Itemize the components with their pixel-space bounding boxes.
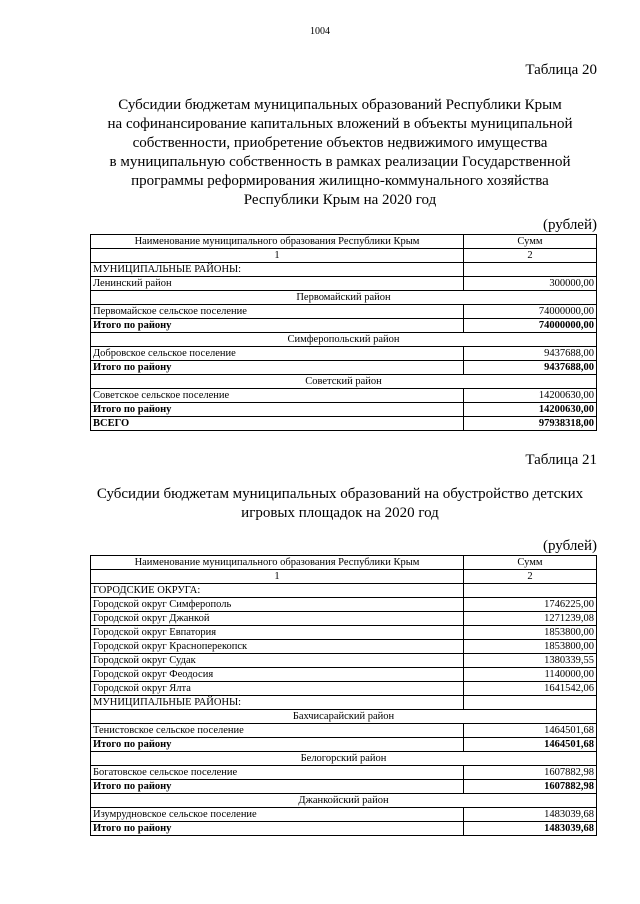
header-col-sum: Сумм — [464, 556, 597, 570]
column-number: 1 — [91, 249, 464, 263]
row-value: 300000,00 — [464, 277, 597, 291]
row-name: МУНИЦИПАЛЬНЫЕ РАЙОНЫ: — [91, 263, 464, 277]
table-row — [91, 626, 597, 640]
header-row — [91, 235, 597, 249]
row-value — [464, 584, 597, 598]
table-row — [91, 808, 597, 822]
header-col-name: Наименование муниципального образования Республики Крым — [91, 556, 464, 570]
table-20-caption — [80, 96, 600, 210]
row-value: 1464501,68 — [464, 724, 597, 738]
column-number: 2 — [464, 249, 597, 263]
row-name: Городской округ Джанкой — [91, 612, 464, 626]
table-row — [91, 668, 597, 682]
row-value: 9437688,00 — [464, 361, 597, 375]
table-21-body — [91, 556, 597, 836]
total-row — [91, 403, 597, 417]
table-row — [91, 347, 597, 361]
row-value: 74000000,00 — [464, 305, 597, 319]
district-name: Белогорский район — [91, 752, 597, 766]
row-value: 1140000,00 — [464, 668, 597, 682]
caption-line: игровых площадок на 2020 год — [241, 505, 439, 521]
district-name: Бахчисарайский район — [91, 710, 597, 724]
row-name: Первомайское сельское поселение — [91, 305, 464, 319]
header-row — [91, 556, 597, 570]
table-row — [91, 682, 597, 696]
district-row — [91, 794, 597, 808]
table-row — [91, 612, 597, 626]
row-name: Добровское сельское поселение — [91, 347, 464, 361]
row-name: Городской округ Ялта — [91, 682, 464, 696]
row-value — [464, 263, 597, 277]
table-row — [91, 640, 597, 654]
total-row — [91, 417, 597, 431]
row-name: Итого по району — [91, 403, 464, 417]
table-row — [91, 389, 597, 403]
column-number-row — [91, 249, 597, 263]
row-name: Городской округ Симферополь — [91, 598, 464, 612]
row-value — [464, 696, 597, 710]
row-name: ГОРОДСКИЕ ОКРУГА: — [91, 584, 464, 598]
caption-line: Субсидии бюджетам муниципальных образований на обустройство детских — [96, 486, 584, 502]
row-value: 1607882,98 — [464, 780, 597, 794]
table-20-unit: (рублей) — [542, 217, 597, 233]
row-name: Богатовское сельское поселение — [91, 766, 464, 780]
caption-line: Субсидии бюджетам муниципальных образований Республики Крым — [118, 97, 562, 113]
row-name: Итого по району — [91, 822, 464, 836]
section-row — [91, 263, 597, 277]
row-name: Итого по району — [91, 319, 464, 333]
row-value: 14200630,00 — [464, 389, 597, 403]
caption-line: в муниципальную собственность в рамках реализации Государственной — [109, 154, 571, 170]
row-value: 97938318,00 — [464, 417, 597, 431]
row-name: Итого по району — [91, 361, 464, 375]
table-row — [91, 724, 597, 738]
table-20-body — [91, 235, 597, 431]
district-row — [91, 333, 597, 347]
district-row — [91, 752, 597, 766]
table-row — [91, 277, 597, 291]
table-20 — [90, 234, 597, 431]
column-number-row — [91, 570, 597, 584]
header-col-sum: Сумм — [464, 235, 597, 249]
total-row — [91, 319, 597, 333]
total-row — [91, 822, 597, 836]
total-row — [91, 361, 597, 375]
district-row — [91, 375, 597, 389]
row-value: 1464501,68 — [464, 738, 597, 752]
row-value: 14200630,00 — [464, 403, 597, 417]
table-row — [91, 598, 597, 612]
table-21-caption — [80, 485, 600, 523]
district-name: Джанкойский район — [91, 794, 597, 808]
row-name: Тенистовское сельское поселение — [91, 724, 464, 738]
column-number: 2 — [464, 570, 597, 584]
row-value: 1483039,68 — [464, 822, 597, 836]
total-row — [91, 738, 597, 752]
row-name: Итого по району — [91, 738, 464, 752]
table-21 — [90, 555, 597, 836]
row-value: 1746225,00 — [464, 598, 597, 612]
row-name: Городской округ Феодосия — [91, 668, 464, 682]
column-number: 1 — [91, 570, 464, 584]
caption-line: собственности, приобретение объектов недвижимого имущества — [132, 135, 548, 151]
total-row — [91, 780, 597, 794]
row-value: 1380339,55 — [464, 654, 597, 668]
row-value: 1483039,68 — [464, 808, 597, 822]
row-name: МУНИЦИПАЛЬНЫЕ РАЙОНЫ: — [91, 696, 464, 710]
district-name: Симферопольский район — [91, 333, 597, 347]
caption-line: программы реформирования жилищно-коммунального хозяйства — [131, 173, 549, 189]
row-name: Изумрудновское сельское поселение — [91, 808, 464, 822]
table-20-label: Таблица 20 — [525, 62, 597, 78]
section-row — [91, 584, 597, 598]
row-value: 1853800,00 — [464, 626, 597, 640]
row-name: Городской округ Судак — [91, 654, 464, 668]
district-name: Советский район — [91, 375, 597, 389]
caption-line: на софинансирование капитальных вложений в объекты муниципальной — [107, 116, 573, 132]
row-value: 1641542,06 — [464, 682, 597, 696]
table-row — [91, 305, 597, 319]
row-name: Городской округ Красноперекопск — [91, 640, 464, 654]
section-row — [91, 696, 597, 710]
row-name: Ленинский район — [91, 277, 464, 291]
district-row — [91, 291, 597, 305]
row-value: 1607882,98 — [464, 766, 597, 780]
table-21-unit: (рублей) — [542, 538, 597, 554]
header-col-name: Наименование муниципального образования Республики Крым — [91, 235, 464, 249]
table-row — [91, 766, 597, 780]
row-value: 1853800,00 — [464, 640, 597, 654]
caption-line: Республики Крым на 2020 год — [243, 192, 437, 208]
district-name: Первомайский район — [91, 291, 597, 305]
district-row — [91, 710, 597, 724]
row-value: 9437688,00 — [464, 347, 597, 361]
table-row — [91, 654, 597, 668]
row-name: Городской округ Евпатория — [91, 626, 464, 640]
row-value: 74000000,00 — [464, 319, 597, 333]
table-21-label: Таблица 21 — [525, 452, 597, 468]
row-value: 1271239,08 — [464, 612, 597, 626]
row-name: Итого по району — [91, 780, 464, 794]
page-number: 1004 — [310, 26, 330, 37]
row-name: ВСЕГО — [91, 417, 464, 431]
row-name: Советское сельское поселение — [91, 389, 464, 403]
